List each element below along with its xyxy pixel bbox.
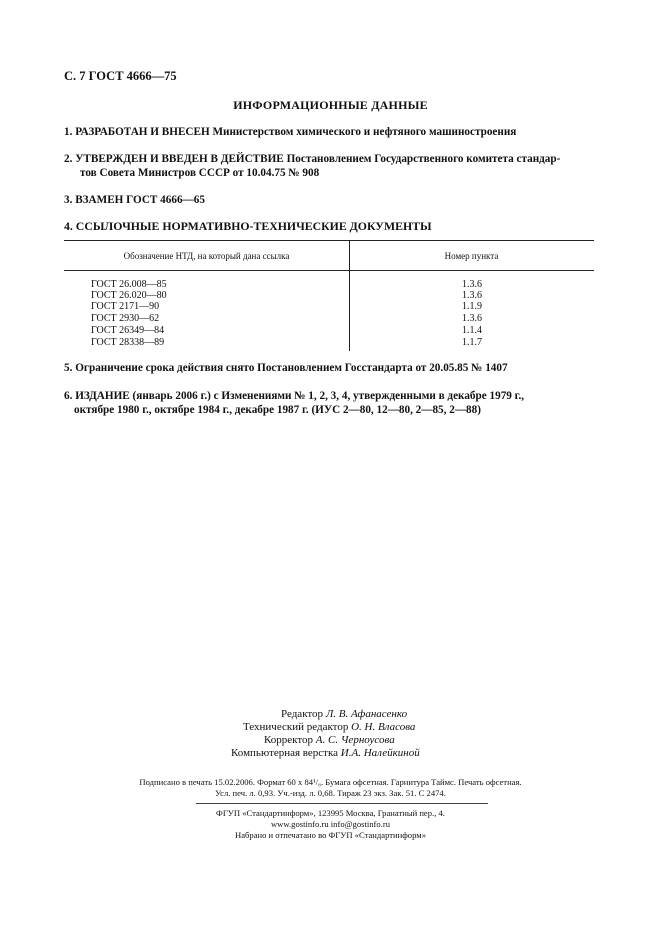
item-6-line-2: октябре 1980 г., октябре 1984 г., декабре 1987 г. (ИУС 2—80, 12—80, 2—85, 2—88) <box>74 404 481 416</box>
table-cell-doc: ГОСТ 2930—62 <box>91 313 160 324</box>
table-cell-doc: ГОСТ 26349—84 <box>91 325 165 336</box>
publisher-printed: Набрано и отпечатано во ФГУП «Стандартинформ» <box>235 830 426 840</box>
table-cell-clause: 1.1.4 <box>462 325 482 336</box>
credit-role: Технический редактор <box>243 721 349 733</box>
credit-proofreader <box>264 733 395 747</box>
item-1: 1. РАЗРАБОТАН И ВНЕСЕН Министерством химического и нефтяного машиностроения <box>64 126 517 138</box>
table-cell-clause: 1.3.6 <box>462 290 482 301</box>
table-header-clause: Номер пункта <box>444 251 499 261</box>
credit-role: Корректор <box>264 734 314 746</box>
credit-editor <box>281 707 407 721</box>
table-cell-doc: ГОСТ 2171—90 <box>91 301 160 312</box>
page-header: С. 7 ГОСТ 4666—75 <box>64 69 177 83</box>
item-3: 3. ВЗАМЕН ГОСТ 4666—65 <box>64 194 205 206</box>
table-cell-clause: 1.3.6 <box>462 279 482 290</box>
item-2-line-1: 2. УТВЕРЖДЕН И ВВЕДЕН В ДЕЙСТВИЕ Постановлением Государственного комитета стандар- <box>64 153 561 165</box>
credit-layout <box>231 746 420 760</box>
table-top-border <box>64 240 594 241</box>
credit-role: Редактор <box>281 708 324 720</box>
table-cell-doc: ГОСТ 28338—89 <box>91 337 165 348</box>
credit-name: А. С. Черноусова <box>315 734 395 746</box>
table-header-border <box>64 270 594 271</box>
divider <box>196 803 488 804</box>
credit-tech-editor <box>243 720 415 734</box>
credit-name: И.А. Налейкиной <box>340 747 420 759</box>
item-4: 4. ССЫЛОЧНЫЕ НОРМАТИВНО-ТЕХНИЧЕСКИЕ ДОКУМЕНТЫ <box>64 219 432 233</box>
publisher-web: www.gostinfo.ru info@gostinfo.ru <box>270 819 391 829</box>
publisher-address: ФГУП «Стандартинформ», 123995 Москва, Гранатный пер., 4. <box>216 808 445 818</box>
imprint-line-2: Усл. печ. л. 0,93. Уч.-изд. л. 0,68. Тираж 23 экз. Зак. 51. С 2474. <box>215 788 446 798</box>
table-cell-doc: ГОСТ 26.008—85 <box>91 279 167 290</box>
credit-name: Л. В. Афанасенко <box>325 708 408 720</box>
table-cell-clause: 1.3.6 <box>462 313 482 324</box>
page-title: ИНФОРМАЦИОННЫЕ ДАННЫЕ <box>233 98 428 112</box>
credit-name: О. Н. Власова <box>351 721 416 733</box>
item-6-line-1: 6. ИЗДАНИЕ (январь 2006 г.) с Изменениями № 1, 2, 3, 4, утвержденными в декабре 1979 г., <box>64 390 525 402</box>
imprint-line-1: Подписано в печать 15.02.2006. Формат 60 x 84¹/₈. Бумага офсетная. Гарнитура Таймс. Печать офсетная. <box>139 777 522 787</box>
table-header-designation: Обозначение НТД, на который дана ссылка <box>123 251 290 261</box>
credit-role: Компьютерная верстка <box>231 747 339 759</box>
item-5: 5. Ограничение срока действия снято Постановлением Госстандарта от 20.05.85 № 1407 <box>64 362 508 374</box>
table-cell-clause: 1.1.7 <box>462 337 482 348</box>
table-cell-clause: 1.1.9 <box>462 301 482 312</box>
table-cell-doc: ГОСТ 26.020—80 <box>91 290 167 301</box>
item-2-line-2: тов Совета Министров СССР от 10.04.75 № 908 <box>80 167 320 179</box>
